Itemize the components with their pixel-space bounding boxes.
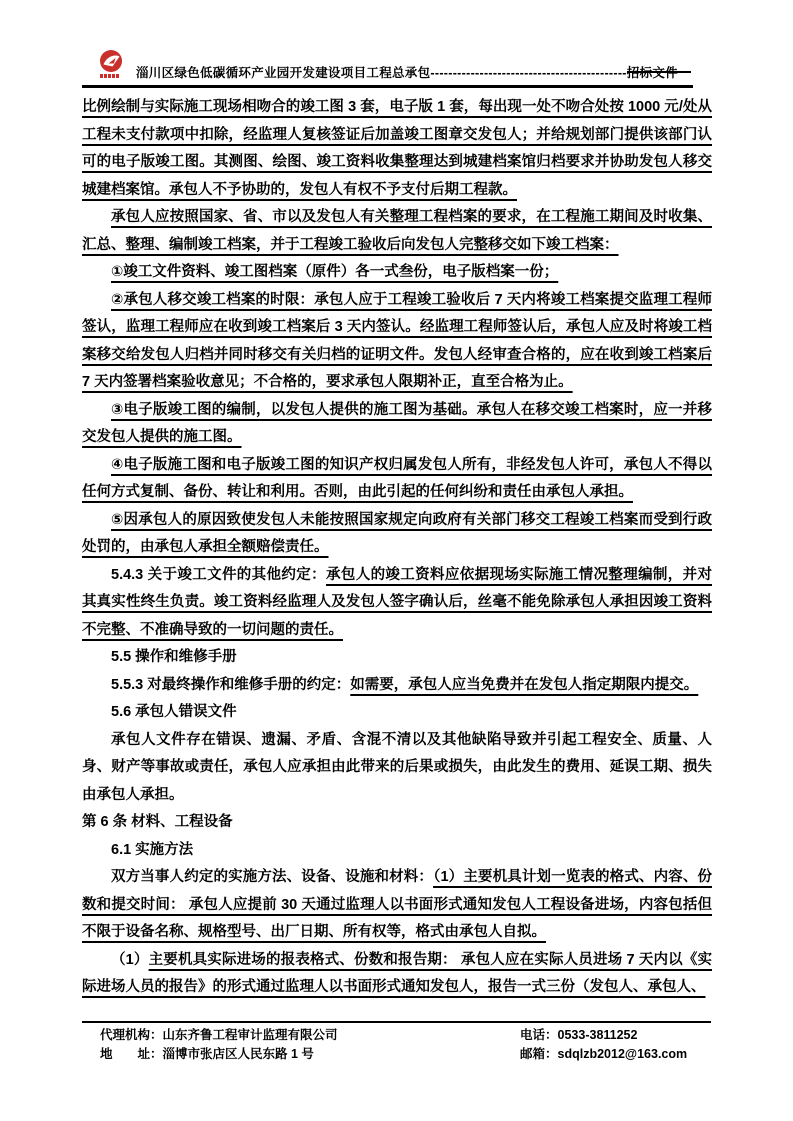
phone-value: 0533-3811252 — [557, 1028, 638, 1042]
address-value: 淄博市张店区人民东路 1 号 — [162, 1047, 314, 1061]
logo-caption — [100, 74, 129, 78]
paragraph — [82, 837, 712, 865]
text-segment: 承包人应按照国家、省、市以及发包人有关整理工程档案的要求，在工程施工期间及时收集、汇总、整理、编制竣工档案，并于工程竣工验收后向发包人完整移交如下竣工档案： — [82, 209, 712, 253]
paragraph — [82, 809, 712, 837]
text-segment: 第 6 条 材料、工程设备 — [82, 814, 233, 830]
text-segment: ⑤因承包人的原因致使发包人未能按照国家规定向政府有关部门移交工程竣工档案而受到行政处罚的，由承包人承担全额赔偿责任。 — [82, 511, 712, 555]
paragraph — [82, 507, 712, 562]
text-segment: 主要机具实际进场的报表格式、份数和报告期： 承包人应在实际人员进场 7 天内以《实际进场人员的报告》的形式通过监理人以书面形式通知发包人，报告一式三份（发包人、承包人、 — [82, 951, 712, 995]
paragraph — [82, 699, 712, 727]
paragraph — [82, 672, 712, 700]
footer-agency-block — [100, 1026, 338, 1064]
phone-label: 电话： — [520, 1028, 558, 1042]
paragraph — [82, 397, 712, 452]
text-segment: 如需要，承包人应当免费并在发包人指定期限内提交。 — [350, 676, 699, 693]
agency-label: 代理机构： — [100, 1028, 163, 1042]
text-segment: 5.4.3 关于竣工文件的其他约定： — [111, 566, 326, 583]
text-segment: （1）主要机具计划一览表的格式、内容、份数和提交时间： 承包人应提前 30 天通过监理人以书面形式通知发包人工程设备进场，内容包括但不限于设备名称、规格型号、出厂日期、所有权等，格式由承包人自拟。 — [82, 869, 713, 940]
text-segment: （1） — [111, 951, 149, 968]
footer-email-row — [520, 1045, 687, 1064]
text-segment: ④电子版施工图和电子版竣工图的知识产权归属发包人所有，非经发包人许可，承包人不得以任何方式复制、备份、转让和利用。否则，由此引起的任何纠纷和责任由承包人承担。 — [82, 456, 712, 500]
text-segment: ①竣工文件资料、竣工图档案（原件）各一式叁份，电子版档案一份； — [111, 264, 559, 280]
text-segment: ②承包人移交竣工档案的时限：承包人应于工程竣工验收后 7 天内将竣工档案提交监理工程师签认，监理工程师应在收到竣工档案后 3 天内签认。经监理工程师签认后，承包人应及时将竣工档案移交给发包人归档并同时移交有关归档的证明文件。发包人经审查合格的，应在收到竣工档案后 7 天内签署档案验收意见；不合格的，要求承包人限期补正，直至合格为止。 — [82, 291, 712, 390]
header-title — [136, 63, 678, 81]
paragraph — [82, 94, 712, 204]
paragraph — [82, 644, 712, 672]
paragraph — [82, 864, 712, 947]
agency-value: 山东齐鲁工程审计监理有限公司 — [162, 1028, 338, 1042]
text-segment: 6.1 实施方法 — [111, 841, 194, 858]
paragraph — [82, 259, 712, 287]
email-value: sdqlzb2012@163.com — [557, 1047, 688, 1061]
paragraph — [82, 287, 712, 397]
footer-contact-block — [520, 1026, 687, 1064]
footer-address-row — [100, 1045, 338, 1064]
footer-rule — [82, 1021, 711, 1023]
text-segment: 5.5 操作和维修手册 — [111, 649, 237, 665]
text-segment: 承包人文件存在错误、遗漏、矛盾、含混不清以及其他缺陷导致并引起工程安全、质量、人身、财产等事故或责任，承包人应承担由此带来的后果或损失，由此发生的费用、延误工期、损失由承包人承担。 — [82, 731, 712, 803]
header-rule — [82, 85, 693, 88]
text-segment: 5.6 承包人错误文件 — [111, 704, 237, 720]
company-seal-logo-icon — [99, 49, 129, 85]
text-segment: 双方当事人约定的实施方法、设备、设施和材料： — [111, 869, 434, 885]
header-dash-separator: -------------------------------------------- — [430, 66, 627, 80]
text-segment: 比例绘制与实际施工现场相吻合的竣工图 3 套，电子版 1 套，每出现一处不吻合处按 1000 元/处从工程未支付款项中扣除，经监理人复核签证后加盖竣工图章交发包人；并给规划部门提供该部门认可的电子版竣工图。其测图、绘图、竣工资料收集整理达到城建档案馆归档要求并协助发包人移交城建档案馆。承包人不予协助的，发包人有权不予支付后期工程款。 — [82, 99, 712, 198]
header-project-name: 淄川区绿色低碳循环产业园开发建设项目工程总承包 — [136, 66, 431, 80]
text-segment: 5.5.3 对最终操作和维修手册的约定： — [111, 676, 351, 693]
header-blank-line — [627, 71, 691, 73]
paragraph — [82, 947, 712, 1002]
footer-agency-row — [100, 1026, 338, 1045]
paragraph — [82, 452, 712, 507]
paragraph — [82, 562, 712, 645]
paragraph — [82, 204, 712, 259]
footer-phone-row — [520, 1026, 687, 1045]
text-segment: 承包人的竣工资料应依据现场实际施工情况整理编制，并对其真实性终生负责。竣工资料经监理人及发包人签字确认后，丝毫不能免除承包人承担因竣工资料不完整、不准确导致的一切问题的责任。 — [82, 566, 713, 638]
logo-seal-icon — [99, 49, 123, 73]
paragraph — [82, 727, 712, 810]
document-body — [82, 94, 712, 1002]
text-segment: ③电子版竣工图的编制，以发包人提供的施工图为基础。承包人在移交竣工档案时，应一并移交发包人提供的施工图。 — [82, 401, 712, 445]
email-label: 邮箱： — [520, 1047, 558, 1061]
address-label: 地 址： — [100, 1047, 163, 1061]
